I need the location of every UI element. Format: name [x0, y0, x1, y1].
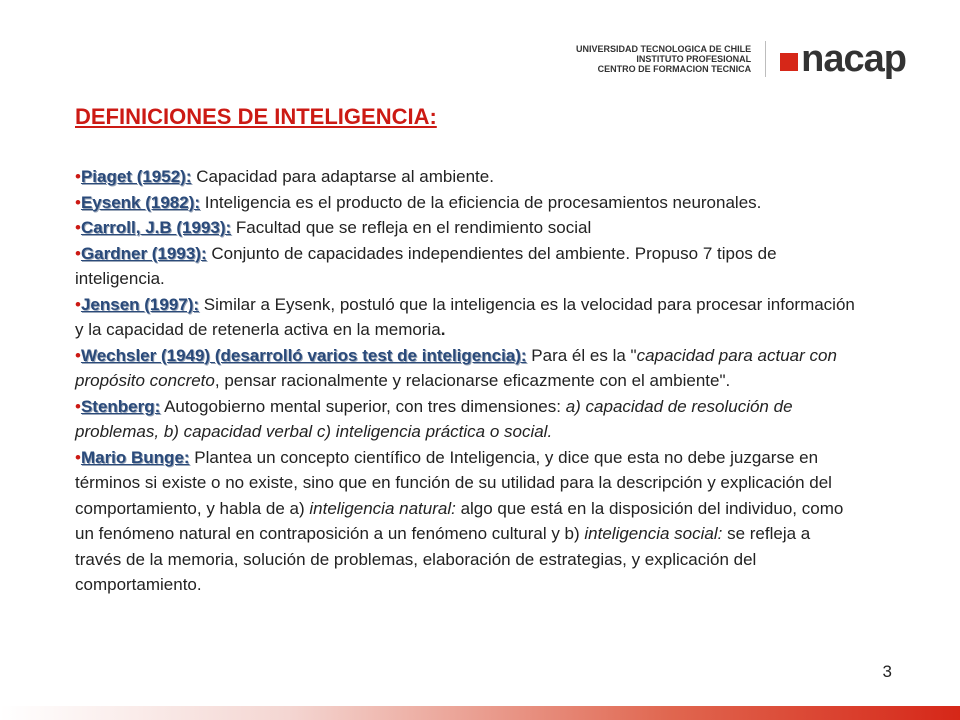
- definition-item: [75, 215, 855, 241]
- definition-text-italic: inteligencia natural:: [309, 498, 456, 518]
- definition-item: [75, 394, 855, 445]
- author-name: Eysenk (1982):: [80, 192, 201, 212]
- definition-text-italic: a) capacidad de resolución de problemas, b) capacidad verbal c) inteligencia práctica o social.: [75, 396, 793, 441]
- author-name: Mario Bunge:: [80, 447, 190, 467]
- author-name: Piaget (1952):: [80, 167, 192, 186]
- definition-text-italic: capacidad para actuar con propósito concreto: [75, 345, 837, 390]
- definition-item: [75, 164, 855, 190]
- definition-item: [75, 190, 855, 216]
- definition-text: Facultad que se refleja en el rendimiento social: [231, 218, 592, 237]
- bullet-icon: •: [75, 447, 81, 467]
- definition-item: [75, 445, 855, 598]
- logo-line-3: CENTRO DE FORMACION TECNICA: [597, 64, 752, 74]
- bullet-icon: •: [75, 243, 81, 263]
- logo-divider: [765, 41, 766, 77]
- definitions-list: [75, 164, 855, 598]
- author-name: Carroll, J.B (1993):: [80, 218, 232, 237]
- logo-line-1: UNIVERSIDAD TECNOLOGICA DE CHILE: [575, 44, 752, 54]
- bottom-accent-bar: [0, 706, 960, 720]
- bullet-icon: •: [75, 345, 81, 365]
- definition-text: Autogobierno mental superior, con tres dimensiones:: [160, 396, 566, 416]
- definition-text-italic-2: inteligencia social:: [584, 524, 723, 543]
- definition-text-continued: algo que está en la disposición del individuo, como un fenómeno natural en contraposición a un fenómeno cultural y b): [75, 498, 844, 543]
- bullet-icon: •: [75, 192, 81, 212]
- definition-text: Capacidad para adaptarse al ambiente.: [191, 167, 494, 186]
- logo-institution-text: [576, 44, 751, 74]
- definition-item: [75, 343, 855, 394]
- definition-text: Inteligencia es el producto de la eficiencia de procesamientos neuronales.: [200, 192, 762, 212]
- definition-item: [75, 241, 855, 292]
- logo-square-icon: [780, 53, 798, 71]
- author-name: Wechsler (1949) (desarrolló varios test de inteligencia):: [80, 345, 527, 365]
- definition-text: Para él es la ": [526, 345, 637, 365]
- slide-title: DEFINICIONES DE INTELIGENCIA:: [75, 104, 437, 129]
- definition-text: Conjunto de capacidades independientes del ambiente. Propuso 7 tipos de inteligencia.: [75, 243, 777, 288]
- definition-item: [75, 292, 855, 343]
- author-name: Gardner (1993):: [80, 243, 207, 263]
- definition-text-end: se refleja a través de la memoria, solución de problemas, elaboración de estrategias, y explicación del comportamiento.: [75, 524, 811, 594]
- bullet-icon: •: [75, 167, 81, 186]
- bullet-icon: •: [75, 294, 81, 314]
- definition-text: Similar a Eysenk, postuló que la inteligencia es la velocidad para procesar información y la capacidad de retenerla activa en la memoria: [75, 294, 855, 339]
- definition-text-continued: , pensar racionalmente y relacionarse eficazmente con el ambiente".: [214, 371, 731, 390]
- bullet-icon: •: [75, 396, 81, 416]
- page-number: 3: [882, 662, 892, 681]
- author-name: Jensen (1997):: [80, 294, 200, 314]
- logo-brand-mark: [780, 40, 906, 78]
- definition-end: .: [440, 320, 446, 339]
- institution-logo: [576, 40, 906, 78]
- logo-wordmark: nacap: [801, 38, 906, 80]
- definition-text: Plantea un concepto científico de Inteligencia, y dice que esta no debe juzgarse en términos si existe o no existe, sino que en función de su utilidad para la descripción y explicación del comportamiento, y habla de a): [75, 447, 832, 518]
- author-name: Stenberg:: [80, 396, 161, 416]
- logo-line-2: INSTITUTO PROFESIONAL: [636, 54, 752, 64]
- bullet-icon: •: [75, 218, 81, 237]
